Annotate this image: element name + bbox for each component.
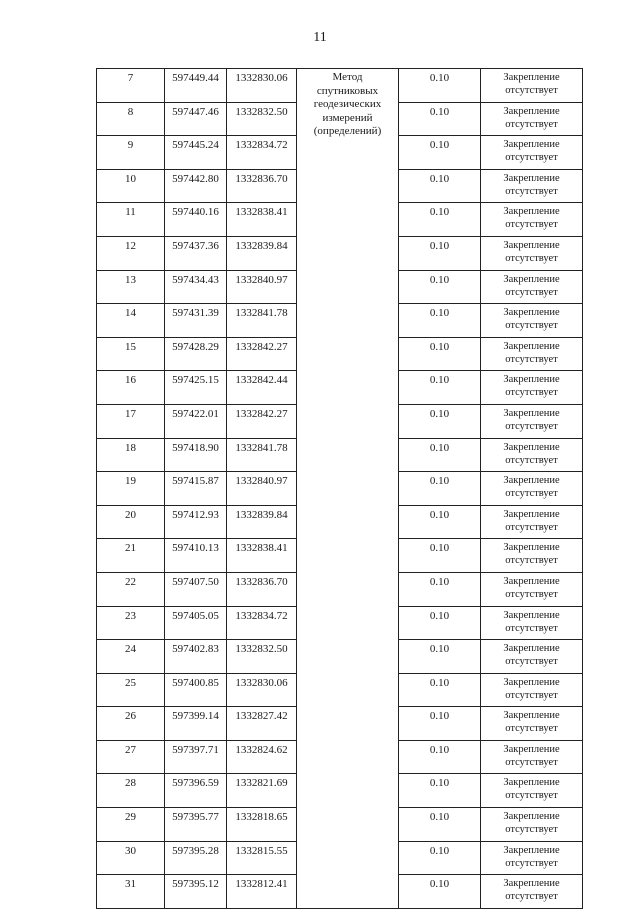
fixation-text-line: отсутствует [505, 152, 558, 164]
accuracy-cell: 0.10 [399, 69, 481, 103]
y-coordinate-cell: 1332840.97 [227, 270, 297, 304]
y-coordinate-cell: 1332842.27 [227, 404, 297, 438]
fixation-cell [481, 472, 583, 506]
fixation-text-line: Закрепление [503, 441, 560, 453]
fixation-text-line: отсутствует [505, 891, 558, 903]
accuracy-cell: 0.10 [399, 841, 481, 875]
point-number-cell: 29 [97, 808, 165, 842]
fixation-text-line: Закрепление [503, 777, 560, 789]
table-body [97, 69, 583, 909]
y-coordinate-cell: 1332842.27 [227, 337, 297, 371]
fixation-text-line: Закрепление [503, 811, 560, 823]
y-coordinate-cell: 1332839.84 [227, 236, 297, 270]
point-number-cell: 21 [97, 539, 165, 573]
y-coordinate-cell: 1332840.97 [227, 472, 297, 506]
fixation-text-line: Закрепление [503, 340, 560, 352]
x-coordinate-cell: 597449.44 [165, 69, 227, 103]
x-coordinate-cell: 597422.01 [165, 404, 227, 438]
fixation-text-line: отсутствует [505, 555, 558, 567]
point-number-cell: 16 [97, 371, 165, 405]
fixation-text-line: отсутствует [505, 353, 558, 365]
y-coordinate-cell: 1332812.41 [227, 875, 297, 909]
point-number-cell: 10 [97, 169, 165, 203]
x-coordinate-cell: 597428.29 [165, 337, 227, 371]
fixation-cell [481, 673, 583, 707]
fixation-text-line: отсутствует [505, 824, 558, 836]
y-coordinate-cell: 1332839.84 [227, 505, 297, 539]
fixation-text-line: отсутствует [505, 286, 558, 298]
accuracy-cell: 0.10 [399, 505, 481, 539]
fixation-cell [481, 438, 583, 472]
accuracy-cell: 0.10 [399, 539, 481, 573]
fixation-text-line: Закрепление [503, 643, 560, 655]
fixation-text-line: Закрепление [503, 878, 560, 890]
x-coordinate-cell: 597397.71 [165, 740, 227, 774]
fixation-text-line: Закрепление [503, 475, 560, 487]
point-number-cell: 24 [97, 640, 165, 674]
x-coordinate-cell: 597400.85 [165, 673, 227, 707]
y-coordinate-cell: 1332827.42 [227, 707, 297, 741]
fixation-text-line: Закрепление [503, 72, 560, 83]
coordinates-table [96, 68, 583, 909]
x-coordinate-cell: 597395.28 [165, 841, 227, 875]
x-coordinate-cell: 597399.14 [165, 707, 227, 741]
accuracy-cell: 0.10 [399, 404, 481, 438]
accuracy-cell: 0.10 [399, 169, 481, 203]
x-coordinate-cell: 597425.15 [165, 371, 227, 405]
fixation-text-line: Закрепление [503, 508, 560, 520]
point-number-cell: 8 [97, 102, 165, 136]
fixation-cell [481, 304, 583, 338]
fixation-text-line: Закрепление [503, 743, 560, 755]
fixation-text-line: Закрепление [503, 206, 560, 218]
fixation-text-line: Закрепление [503, 575, 560, 587]
x-coordinate-cell: 597434.43 [165, 270, 227, 304]
point-number-cell: 22 [97, 572, 165, 606]
point-number-cell: 30 [97, 841, 165, 875]
accuracy-cell: 0.10 [399, 337, 481, 371]
fixation-text-line: отсутствует [505, 219, 558, 231]
fixation-cell [481, 707, 583, 741]
x-coordinate-cell: 597431.39 [165, 304, 227, 338]
point-number-cell: 14 [97, 304, 165, 338]
page-number: 11 [313, 30, 327, 45]
fixation-cell [481, 69, 583, 103]
fixation-cell [481, 371, 583, 405]
point-number-cell: 12 [97, 236, 165, 270]
y-coordinate-cell: 1332838.41 [227, 539, 297, 573]
x-coordinate-cell: 597418.90 [165, 438, 227, 472]
fixation-text-line: отсутствует [505, 622, 558, 634]
fixation-text-line: Закрепление [503, 844, 560, 856]
fixation-text-line: отсутствует [505, 756, 558, 768]
fixation-text-line: отсутствует [505, 723, 558, 735]
accuracy-cell: 0.10 [399, 740, 481, 774]
x-coordinate-cell: 597402.83 [165, 640, 227, 674]
fixation-cell [481, 136, 583, 170]
point-number-cell: 28 [97, 774, 165, 808]
fixation-text-line: отсутствует [505, 185, 558, 197]
point-number-cell: 26 [97, 707, 165, 741]
accuracy-cell: 0.10 [399, 270, 481, 304]
method-text-line: геодезических [313, 98, 382, 110]
point-number-cell: 9 [97, 136, 165, 170]
y-coordinate-cell: 1332834.72 [227, 606, 297, 640]
y-coordinate-cell: 1332830.06 [227, 673, 297, 707]
x-coordinate-cell: 597407.50 [165, 572, 227, 606]
y-coordinate-cell: 1332815.55 [227, 841, 297, 875]
x-coordinate-cell: 597415.87 [165, 472, 227, 506]
fixation-cell [481, 875, 583, 909]
point-number-cell: 17 [97, 404, 165, 438]
method-cell [297, 69, 399, 909]
method-text-line: (определений) [313, 125, 382, 137]
accuracy-cell: 0.10 [399, 875, 481, 909]
x-coordinate-cell: 597395.12 [165, 875, 227, 909]
fixation-text-line: Закрепление [503, 139, 560, 151]
fixation-text-line: отсутствует [505, 521, 558, 533]
accuracy-cell: 0.10 [399, 236, 481, 270]
y-coordinate-cell: 1332841.78 [227, 438, 297, 472]
fixation-cell [481, 203, 583, 237]
fixation-text-line: отсутствует [505, 488, 558, 500]
fixation-cell [481, 404, 583, 438]
x-coordinate-cell: 597442.80 [165, 169, 227, 203]
fixation-text-line: отсутствует [505, 588, 558, 600]
point-number-cell: 20 [97, 505, 165, 539]
accuracy-cell: 0.10 [399, 304, 481, 338]
fixation-text-line: Закрепление [503, 609, 560, 621]
fixation-text-line: Закрепление [503, 374, 560, 386]
x-coordinate-cell: 597395.77 [165, 808, 227, 842]
fixation-text-line: отсутствует [505, 387, 558, 399]
fixation-text-line: отсутствует [505, 420, 558, 432]
fixation-text-line: Закрепление [503, 273, 560, 285]
fixation-cell [481, 169, 583, 203]
fixation-text-line: Закрепление [503, 105, 560, 117]
fixation-text-line: Закрепление [503, 239, 560, 251]
point-number-cell: 11 [97, 203, 165, 237]
fixation-cell [481, 640, 583, 674]
fixation-cell [481, 572, 583, 606]
fixation-text-line: отсутствует [505, 118, 558, 130]
y-coordinate-cell: 1332821.69 [227, 774, 297, 808]
fixation-text-line: Закрепление [503, 407, 560, 419]
fixation-text-line: Закрепление [503, 710, 560, 722]
fixation-text-line: отсутствует [505, 656, 558, 668]
y-coordinate-cell: 1332836.70 [227, 572, 297, 606]
fixation-text-line: Закрепление [503, 676, 560, 688]
fixation-cell [481, 337, 583, 371]
accuracy-cell: 0.10 [399, 640, 481, 674]
method-text-line: Метод [332, 71, 363, 83]
accuracy-cell: 0.10 [399, 572, 481, 606]
point-number-cell: 31 [97, 875, 165, 909]
fixation-text-line: отсутствует [505, 790, 558, 802]
fixation-text-line: Закрепление [503, 307, 560, 319]
point-number-cell: 7 [97, 69, 165, 103]
fixation-cell [481, 102, 583, 136]
fixation-text-line: отсутствует [505, 454, 558, 466]
x-coordinate-cell: 597447.46 [165, 102, 227, 136]
y-coordinate-cell: 1332830.06 [227, 69, 297, 103]
x-coordinate-cell: 597440.16 [165, 203, 227, 237]
point-number-cell: 19 [97, 472, 165, 506]
accuracy-cell: 0.10 [399, 673, 481, 707]
accuracy-cell: 0.10 [399, 438, 481, 472]
accuracy-cell: 0.10 [399, 102, 481, 136]
fixation-text-line: отсутствует [505, 252, 558, 264]
y-coordinate-cell: 1332832.50 [227, 102, 297, 136]
fixation-text-line: отсутствует [505, 689, 558, 701]
y-coordinate-cell: 1332818.65 [227, 808, 297, 842]
fixation-cell [481, 740, 583, 774]
fixation-cell [481, 808, 583, 842]
accuracy-cell: 0.10 [399, 203, 481, 237]
point-number-cell: 27 [97, 740, 165, 774]
x-coordinate-cell: 597410.13 [165, 539, 227, 573]
x-coordinate-cell: 597437.36 [165, 236, 227, 270]
point-number-cell: 15 [97, 337, 165, 371]
fixation-cell [481, 236, 583, 270]
method-text-line: измерений [322, 111, 373, 124]
fixation-text-line: Закрепление [503, 172, 560, 184]
accuracy-cell: 0.10 [399, 774, 481, 808]
accuracy-cell: 0.10 [399, 371, 481, 405]
fixation-text-line: отсутствует [505, 857, 558, 869]
fixation-text-line: отсутствует [505, 320, 558, 332]
point-number-cell: 25 [97, 673, 165, 707]
y-coordinate-cell: 1332836.70 [227, 169, 297, 203]
x-coordinate-cell: 597412.93 [165, 505, 227, 539]
y-coordinate-cell: 1332832.50 [227, 640, 297, 674]
method-text-line: спутниковых [316, 84, 379, 97]
accuracy-cell: 0.10 [399, 808, 481, 842]
fixation-cell [481, 539, 583, 573]
y-coordinate-cell: 1332841.78 [227, 304, 297, 338]
fixation-cell [481, 270, 583, 304]
accuracy-cell: 0.10 [399, 136, 481, 170]
point-number-cell: 13 [97, 270, 165, 304]
fixation-cell [481, 606, 583, 640]
x-coordinate-cell: 597405.05 [165, 606, 227, 640]
accuracy-cell: 0.10 [399, 707, 481, 741]
fixation-cell [481, 505, 583, 539]
fixation-text-line: Закрепление [503, 542, 560, 554]
y-coordinate-cell: 1332838.41 [227, 203, 297, 237]
table-row [97, 69, 583, 103]
y-coordinate-cell: 1332842.44 [227, 371, 297, 405]
accuracy-cell: 0.10 [399, 606, 481, 640]
y-coordinate-cell: 1332834.72 [227, 136, 297, 170]
accuracy-cell: 0.10 [399, 472, 481, 506]
fixation-cell [481, 774, 583, 808]
point-number-cell: 18 [97, 438, 165, 472]
point-number-cell: 23 [97, 606, 165, 640]
x-coordinate-cell: 597445.24 [165, 136, 227, 170]
fixation-cell [481, 841, 583, 875]
x-coordinate-cell: 597396.59 [165, 774, 227, 808]
y-coordinate-cell: 1332824.62 [227, 740, 297, 774]
fixation-text-line: отсутствует [505, 85, 558, 96]
